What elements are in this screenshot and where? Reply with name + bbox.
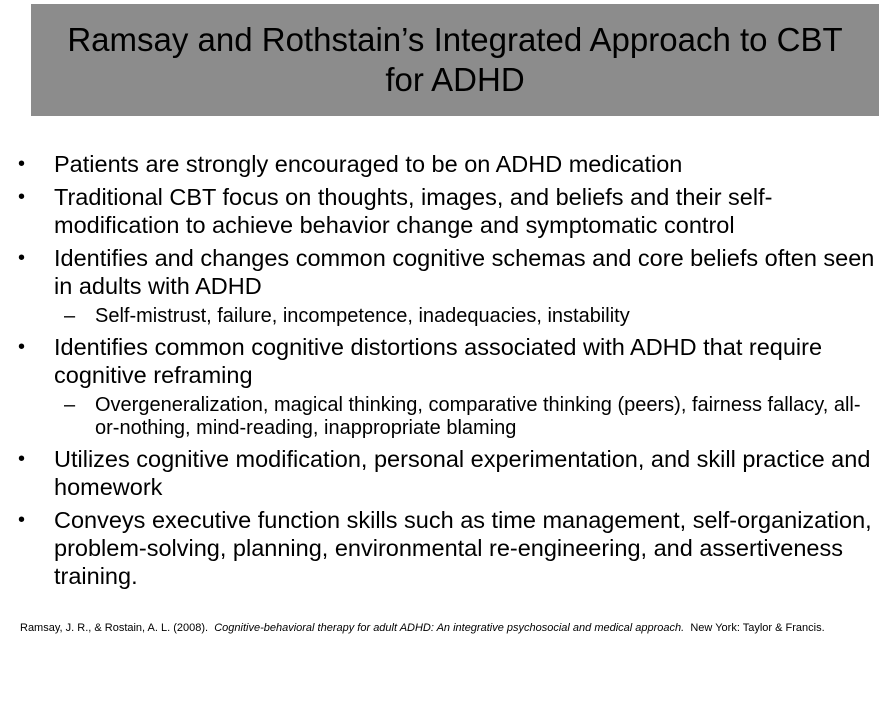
bullet-marker: •	[18, 186, 26, 208]
bullet-item	[14, 445, 880, 501]
sub-bullet-marker: –	[64, 305, 76, 327]
bullet-item	[14, 183, 880, 239]
sub-bullet-text: Self-mistrust, failure, incompetence, inadequacies, instability	[95, 305, 630, 327]
bullet-text: Patients are strongly encouraged to be on ADHD medication	[54, 151, 683, 177]
reference-authors: Ramsay, J. R., & Rostain, A. L. (2008).	[20, 622, 209, 634]
bullet-marker: •	[18, 509, 26, 531]
reference-publisher: New York: Taylor & Francis.	[690, 622, 825, 634]
bullet-list	[14, 150, 880, 595]
bullet-marker: •	[18, 247, 26, 269]
reference-title: Cognitive-behavioral therapy for adult ADHD: An integrative psychosocial and medical approach.	[214, 622, 685, 634]
slide-title: Ramsay and Rothstain’s Integrated Approach to CBT for ADHD	[67, 21, 843, 98]
bullet-item	[14, 150, 880, 178]
bullet-item	[14, 244, 880, 300]
sub-bullet-item	[64, 305, 880, 328]
bullet-text: Utilizes cognitive modification, personal experimentation, and skill practice and homework	[54, 446, 871, 500]
bullet-item	[14, 506, 880, 590]
bullet-text: Identifies common cognitive distortions associated with ADHD that require cognitive reframing	[54, 334, 823, 388]
bullet-marker: •	[18, 336, 26, 358]
bullet-item	[14, 333, 880, 389]
bullet-text: Traditional CBT focus on thoughts, images, and beliefs and their self-modification to achieve behavior change and symptomatic control	[54, 184, 773, 238]
title-bar	[31, 4, 879, 116]
bullet-text: Conveys executive function skills such as time management, self-organization, problem-solving, planning, environmental re-engineering, and assertiveness training.	[54, 507, 872, 589]
sub-bullet-item	[64, 394, 880, 440]
bullet-marker: •	[18, 448, 26, 470]
sub-bullet-marker: –	[64, 394, 76, 416]
bullet-marker: •	[18, 153, 26, 175]
reference-citation	[20, 621, 870, 635]
bullet-text: Identifies and changes common cognitive schemas and core beliefs often seen in adults with ADHD	[54, 245, 875, 299]
sub-bullet-text: Overgeneralization, magical thinking, comparative thinking (peers), fairness fallacy, all-or-nothing, mind-reading, inappropriate blaming	[95, 394, 861, 439]
